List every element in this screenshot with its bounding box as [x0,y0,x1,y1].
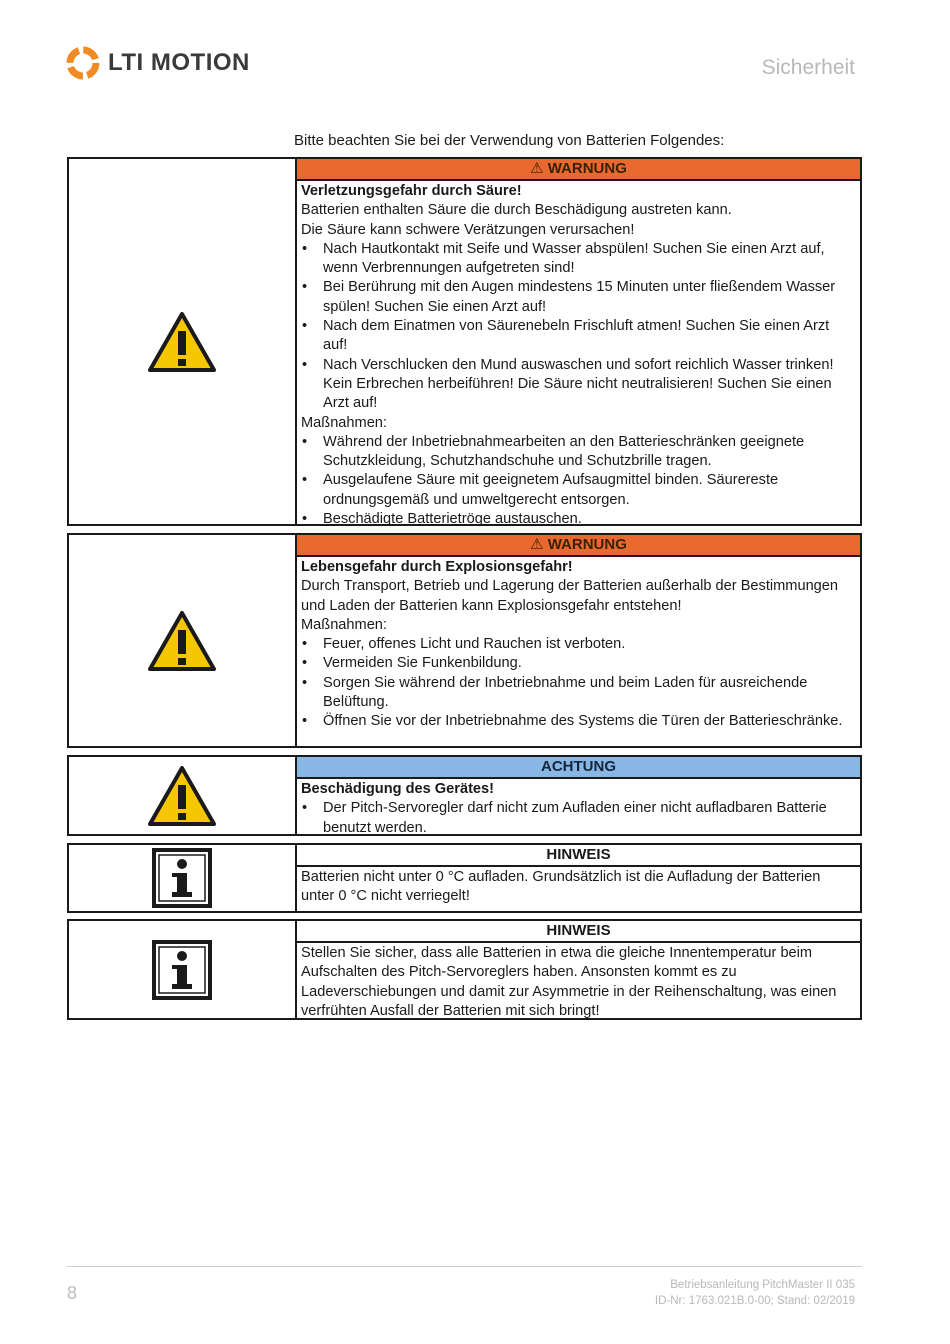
note-header: HINWEIS [297,845,860,867]
warning-triangle-icon [147,765,217,827]
section-title: Sicherheit [761,56,855,79]
note-text: Stellen Sie sicher, dass alle Batterien in etwa die gleiche Innentemperatur beim Aufschalten des Pitch-Servoreglers haben. Ansonsten kommt es zu Ladeverschiebungen und damit zur Asymmetrie in der Reihenschaltung, was einen verfrühten Ausfall der Batterien mit sich bringt! [301,945,837,1019]
hazard-title: Verletzungsgefahr durch Säure! [301,183,522,199]
list-item: • Nach Verschlucken den Mund auswaschen und sofort reichlich Wasser trinken! Kein Erbrechen herbeiführen! Die Säure nicht neutralisieren! Suchen Sie einen Arzt auf! [301,356,854,414]
warning-header: ⚠ WARNUNG [297,159,860,181]
measures-label: Maßnahmen: [301,616,387,633]
hazard-title: Beschädigung des Gerätes! [301,781,495,797]
first-aid-list [301,240,854,414]
attention-box [67,755,862,836]
list-item: • Ausgelaufene Säure mit geeignetem Aufsaugmittel binden. Säurereste ordnungsgemäß und umweltgerecht entsorgen. [301,471,854,510]
note-box [67,919,862,1020]
document-info [655,1277,855,1309]
hazard-text: Die Säure kann schwere Verätzungen verursachen! [301,221,635,238]
list-item: • Bei Berührung mit den Augen mindestens 15 Minuten unter fließendem Wasser spülen! Suchen Sie einen Arzt auf! [301,278,854,317]
document-title: Betriebsanleitung PitchMaster II 035 [670,1279,855,1291]
list-item: • Vermeiden Sie Funkenbildung. [301,654,854,673]
warning-triangle-icon [147,311,217,373]
measures-list [301,799,854,838]
info-icon [152,848,212,908]
icon-cell [69,757,297,834]
icon-cell [69,159,297,524]
intro-text: Bitte beachten Sie bei der Verwendung von Batterien Folgendes: [294,132,725,149]
list-item: • Feuer, offenes Licht und Rauchen ist verboten. [301,635,854,654]
list-item: • Der Pitch-Servoregler darf nicht zum Aufladen einer nicht aufladbaren Batterie benutzt werden. [301,799,854,838]
hazard-text: Batterien enthalten Säure die durch Beschädigung austreten kann. [301,202,732,219]
footer-divider [67,1266,862,1267]
measures-list [301,635,854,731]
lti-logo-icon [66,46,100,80]
warning-header: ⚠ WARNUNG [297,535,860,557]
attention-header: ACHTUNG [297,757,860,779]
company-logo [66,46,250,80]
measures-list [301,433,854,529]
warning-triangle-icon [147,610,217,672]
hazard-text: Durch Transport, Betrieb und Lagerung der Batterien außerhalb der Bestimmungen und Laden der Batterien kann Explosionsgefahr entstehen! [301,578,839,614]
icon-cell [69,921,297,1018]
warning-box-explosion [67,533,862,748]
warning-box-acid [67,157,862,526]
document-id: ID-Nr: 1763.021B.0-00; Stand: 02/2019 [654,1295,855,1307]
logo-text: LTI MOTION [108,49,250,76]
page-number: 8 [67,1283,78,1303]
list-item: • Sorgen Sie während der Inbetriebnahme und beim Laden für ausreichende Belüftung. [301,674,854,713]
list-item: • Nach Hautkontakt mit Seife und Wasser abspülen! Suchen Sie einen Arzt auf, wenn Verbrennungen aufgetreten sind! [301,240,854,279]
note-text: Batterien nicht unter 0 °C aufladen. Grundsätzlich ist die Aufladung der Batterien unter 0 °C nicht verriegelt! [301,869,821,905]
icon-cell [69,535,297,746]
list-item: • Nach dem Einatmen von Säurenebeln Frischluft atmen! Suchen Sie einen Arzt auf! [301,317,854,356]
info-icon [152,940,212,1000]
list-item: • Beschädigte Batterietröge austauschen. [301,510,854,529]
hazard-title: Lebensgefahr durch Explosionsgefahr! [301,559,573,575]
list-item: • Während der Inbetriebnahmearbeiten an den Batterieschränken geeignete Schutzkleidung, Schutzhandschuhe und Schutzbrille tragen. [301,433,854,472]
note-header: HINWEIS [297,921,860,943]
note-box [67,843,862,913]
measures-label: Maßnahmen: [301,414,387,431]
list-item: • Öffnen Sie vor der Inbetriebnahme des Systems die Türen der Batterieschränke. [301,712,854,731]
icon-cell [69,845,297,911]
